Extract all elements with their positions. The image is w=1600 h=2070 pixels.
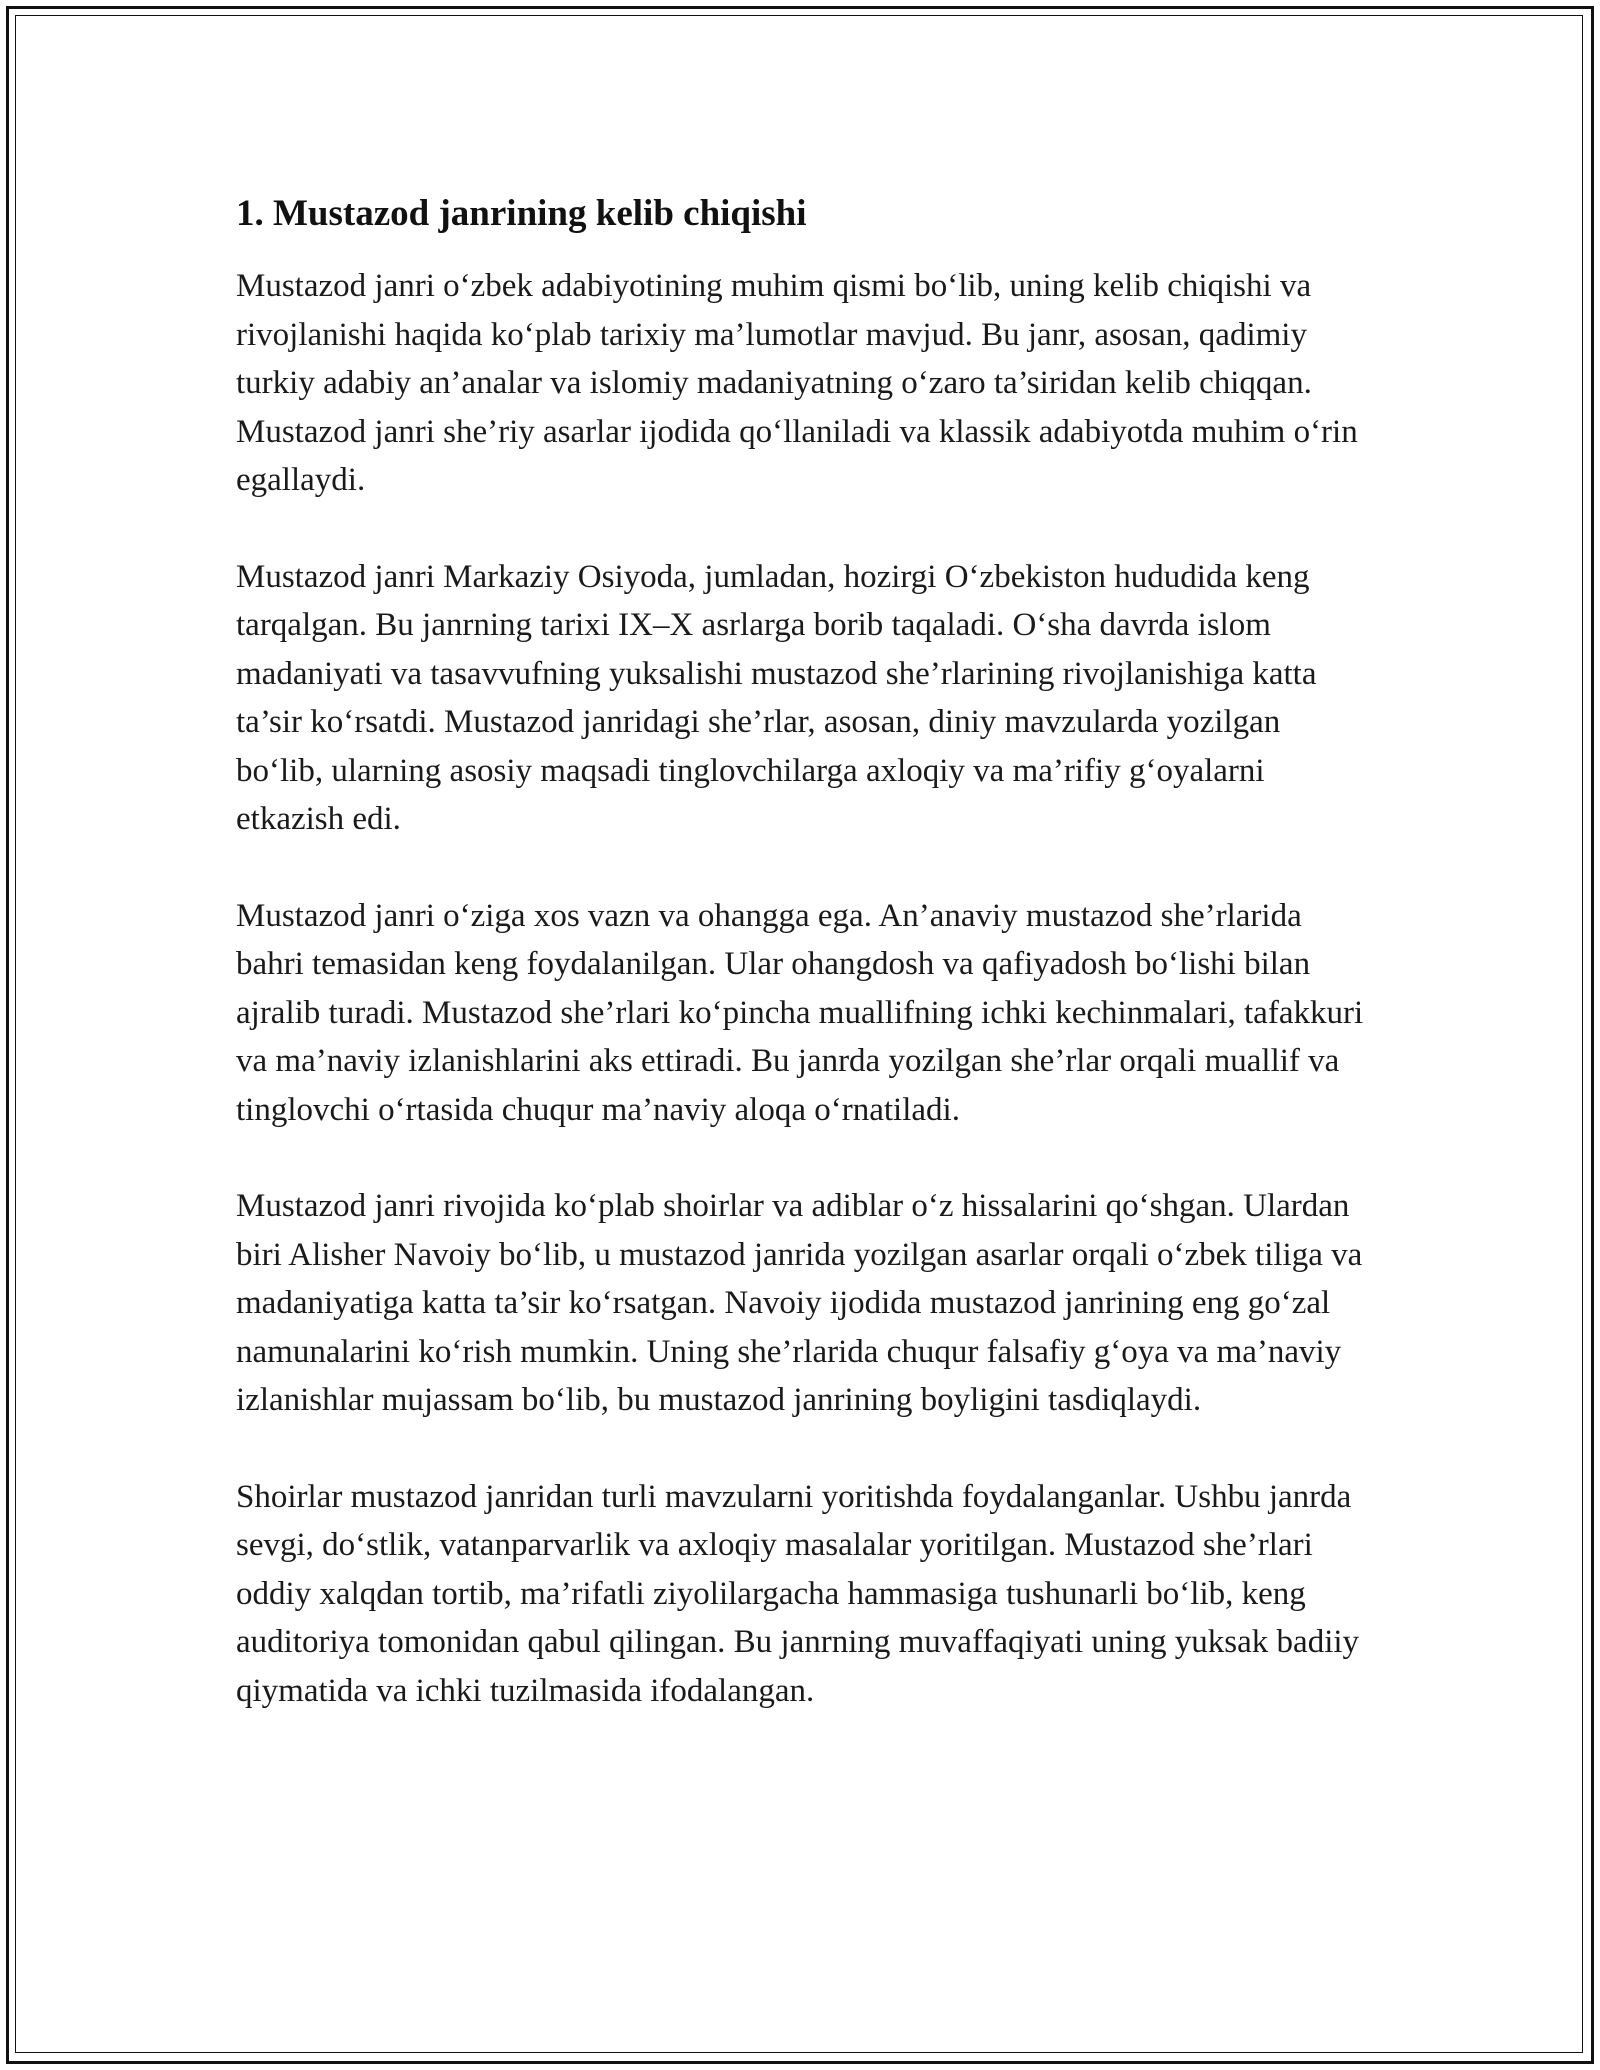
paragraph-4: Mustazod janri rivojida ko‘plab shoirlar va adiblar o‘z hissalarini qo‘shgan. Ulardan biri Alisher Navoiy bo‘lib, u mustazod janrida yozilgan asarlar orqali o‘zbek tiliga va madaniyatiga katta ta’sir ko‘rsatgan. Navoiy ijodida mustazod janrining eng go‘zal namunalarini ko‘rish mumkin. Uning she’rlarida chuqur falsafiy g‘oya va ma’naviy izlanishlar mujassam bo‘lib, bu mustazod janrining boyligini tasdiqlaydi. bbox=[236, 1188, 1363, 1418]
paragraph-5: Shoirlar mustazod janridan turli mavzularni yoritishda foydalanganlar. Ushbu janrda sevgi, do‘stlik, vatanparvarlik va axloqiy masalalar yoritilgan. Mustazod she’rlari oddiy xalqdan tortib, ma’rifatli ziyolilargacha hammasiga tushunarli bo‘lib, keng auditoriya tomonidan qabul qilingan. Bu janrning muvaffaqiyati uning yuksak badiiy qiymatida va ichki tuzilmasida ifodalangan. bbox=[236, 1478, 1360, 1709]
section-heading: 1. Mustazod janrining kelib chiqishi bbox=[236, 193, 807, 234]
paragraph-3: Mustazod janri o‘ziga xos vazn va ohangga ega. An’anaviy mustazod she’rlarida bahri temasidan keng foydalanilgan. Ular ohangdosh va qafiyadosh bo‘lishi bilan ajralib turadi. Mustazod she’rlari ko‘pincha muallifning ichki kechinmalari, tafakkuri va ma’naviy izlanishlarini aks ettiradi. Bu janrda yozilgan she’rlar orqali muallif va tinglovchi o‘rtasida chuqur ma’naviy aloqa o‘rnatiladi. bbox=[236, 897, 1364, 1128]
paragraph-1: Mustazod janri o‘zbek adabiyotining muhim qismi bo‘lib, uning kelib chiqishi va rivojlanishi haqida ko‘plab tarixiy ma’lumotlar mavjud. Bu janr, asosan, qadimiy turkiy adabiy an’analar va islomiy madaniyatning o‘zaro ta’siridan kelib chiqqan. Mustazod janri she’riy asarlar ijodida qo‘llaniladi va klassik adabiyotda muhim o‘rin egallaydi. bbox=[236, 268, 1358, 498]
paragraph-2: Mustazod janri Markaziy Osiyoda, jumladan, hozirgi O‘zbekiston hududida keng tarqalgan. Bu janrning tarixi IX–X asrlarga borib taqaladi. O‘sha davrda islom madaniyati va tasavvufning yuksalishi mustazod she’rlarining rivojlanishiga katta ta’sir ko‘rsatdi. Mustazod janridagi she’rlar, asosan, diniy mavzularda yozilgan bo‘lib, ularning asosiy maqsadi tinglovchilarga axloqiy va ma’rifiy g‘oyalarni etkazish edi. bbox=[236, 558, 1317, 837]
document-page bbox=[236, 186, 1364, 1763]
